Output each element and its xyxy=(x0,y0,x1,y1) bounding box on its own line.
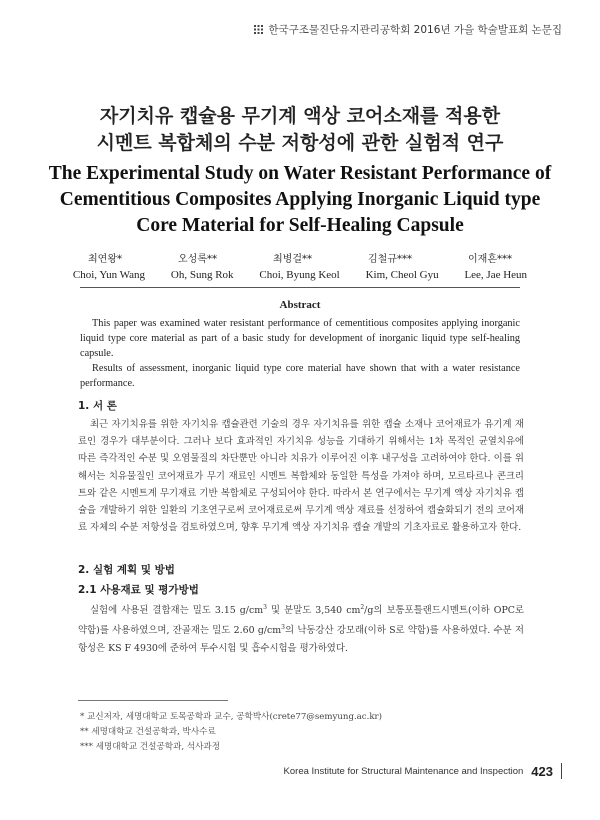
author-en: Oh, Sung Rok xyxy=(170,269,234,281)
abstract-paragraph: This paper was examined water resistant performance of cementitious composites applying inorganic liquid type core material as part of a basic study for development of inorganic liquid type self-healing capsule. xyxy=(80,318,520,359)
subsection-body xyxy=(78,599,524,657)
page-footer xyxy=(284,763,562,779)
page-number: 423 xyxy=(531,763,553,779)
author-en: Choi, Byung Keol xyxy=(259,269,340,281)
abstract-heading: Abstract xyxy=(279,299,321,311)
title-english-line3: Core Material for Self-Healing Capsule xyxy=(136,215,464,236)
divider xyxy=(80,287,520,288)
footnote: * 교신저자, 세명대학교 토목공학과 교수, 공학박사(crete77@semyung.ac.kr) xyxy=(80,712,383,722)
footnote: ** 세명대학교 건설공학과, 박사수료 xyxy=(80,727,216,737)
subsection-heading: 2.1 사용재료 및 평가방법 xyxy=(78,584,199,596)
author-en: Lee, Jae Heun xyxy=(464,269,528,281)
journal-header xyxy=(254,22,562,37)
author-ko: 최병걸** xyxy=(273,254,312,265)
author-list xyxy=(60,250,540,281)
paragraph: 실험에 사용된 결합재는 밀도 3.15 $g/cm^3$ 및 분말도 3,540 $cm^2/g$의 보통포틀랜드시멘트(이하 OPC로 약함)를 사용하였으며, 잔골재는 밀도 2.60 $g/cm^3$의 낙동강산 강모래(이하 S로 약함)를 사용하였다. 수분 저항성은 KS F 4930에 준하여 투수시험 및 흡수시험을 평가하였다. xyxy=(78,604,524,654)
title-korean-line2: 시멘트 복합체의 수분 저항성에 관한 실험적 연구 xyxy=(96,132,504,154)
title-english-line1: The Experimental Study on Water Resistant Performance of xyxy=(48,163,552,184)
footnote-divider xyxy=(78,700,228,701)
paragraph: 최근 자기치유를 위한 자기치유 캡슐관련 기술의 경우 자기치유를 위한 캡슐 소재나 코어재료가 유기계 재료인 경우가 대부분이다. 그러나 보다 효과적인 자기치유 성능을 기대하기 위해서는 1차 목적인 균열치유에 따른 즉각적인 수분 및 오염물질의 차단뿐만 아니라 치유가 이루어진 이후 내구성을 고려하여야 한다. 이를 위해서는 치유물질인 코어재료가 무기 재료인 시멘트 복합체와 동일한 특성을 가져야 하며, 모르타르나 콘크리트와 같은 시멘트계 무기재료 기반 복합체로 구성되어야 한다. 따라서 본 연구에서는 무기계 액상 자기치유 캡슐을 개발하기 위한 일환의 기초연구로써 코어재료로써 무기계 액상 재료를 선정하여 캡슐화되기 전의 코어재료 자체의 수분 저항성을 검토하였으며, 향후 무기계 액상 자기치유 캡슐 개발의 기초자료로 활용하고자 한다. xyxy=(78,419,524,534)
author-en: Kim, Cheol Gyu xyxy=(365,269,439,281)
author-ko: 최연왕* xyxy=(88,254,122,265)
footer-divider xyxy=(561,763,562,779)
abstract-paragraph: Results of assessment, inorganic liquid type core material have shown that with a water resistance performance. xyxy=(80,363,520,389)
author-ko: 오성록** xyxy=(178,254,217,265)
grid-mark-icon xyxy=(254,25,263,34)
section-heading: 1. 서 론 xyxy=(78,400,117,412)
institute-name: Korea Institute for Structural Maintenance and Inspection xyxy=(283,765,524,777)
author-en: Choi, Yun Wang xyxy=(72,269,146,281)
journal-title: 한국구조물진단유지관리공학회 2016년 가을 학술발표회 논문집 xyxy=(268,24,562,36)
abstract-body xyxy=(80,316,520,391)
author-ko: 김철규*** xyxy=(368,254,412,265)
title-english-line2: Cementitious Composites Applying Inorganic Liquid type xyxy=(59,189,541,210)
author-ko: 이재흔*** xyxy=(468,254,512,265)
section-heading: 2. 실험 계획 및 방법 xyxy=(78,564,175,576)
title-korean-line1: 자기치유 캡슐용 무기계 액상 코어소재를 적용한 xyxy=(99,105,501,127)
section-body xyxy=(78,416,524,536)
footnote: *** 세명대학교 건설공학과, 석사과정 xyxy=(80,742,221,752)
